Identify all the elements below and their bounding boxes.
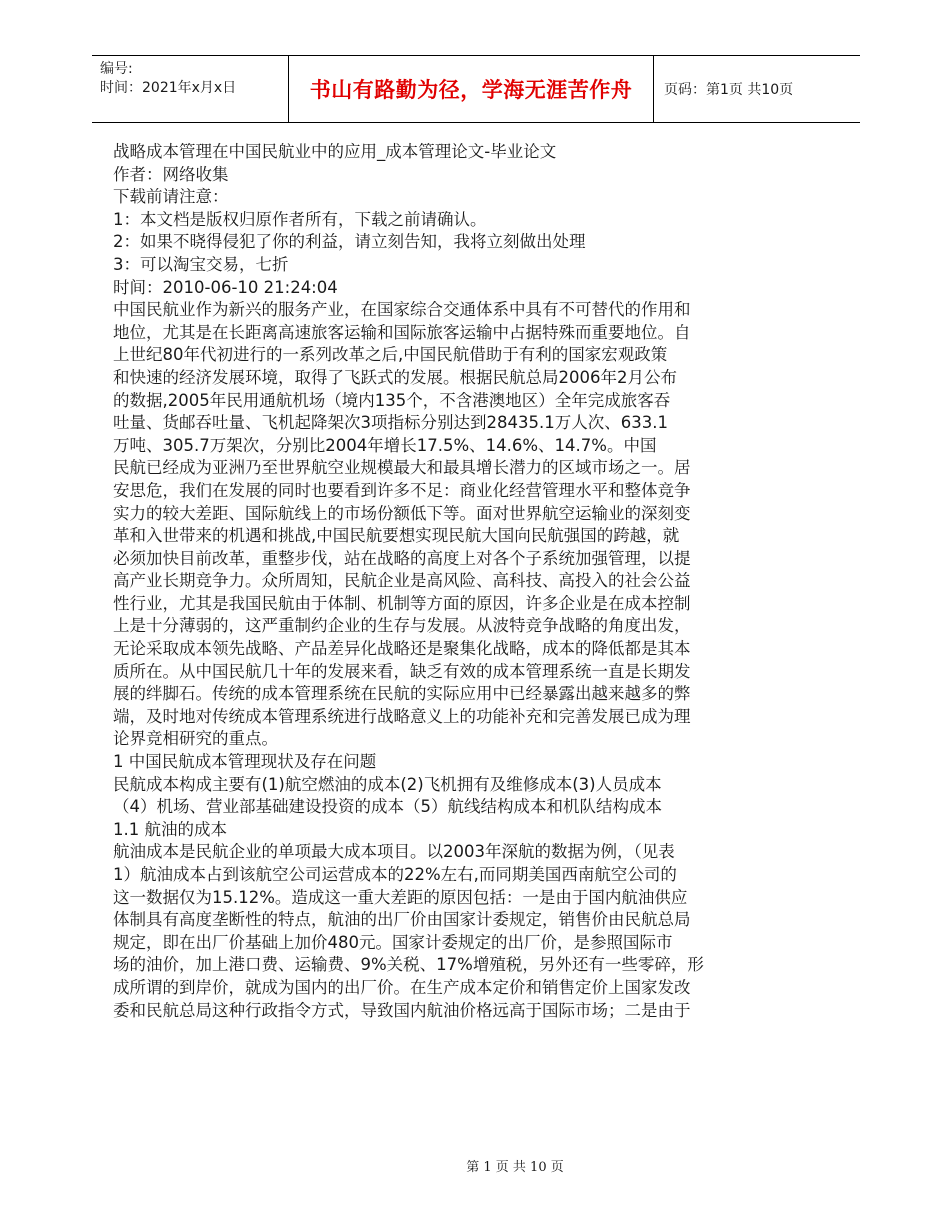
body-text-line: 安思危，我们在发展的同时也要看到许多不足：商业化经营管理水平和整体竞争 xyxy=(113,480,691,500)
body-text-line: 展的绊脚石。传统的成本管理系统在民航的实际应用中已经暴露出越来越多的弊 xyxy=(113,684,691,704)
body-text-line: 航油成本是民航企业的单项最大成本项目。以2003年深航的数据为例，（见表 xyxy=(113,842,675,862)
body-text-line: 1）航油成本占到该航空公司运营成本的22%左右,而同期美国西南航空公司的 xyxy=(113,865,677,884)
document-body xyxy=(113,141,773,1022)
body-text-line: 作者：网络收集 xyxy=(113,164,229,184)
header-motto: 书山有路勤为径，学海无涯苦作舟 xyxy=(288,56,654,122)
body-text-line: 下载前请注意： xyxy=(113,187,229,207)
body-text-line: 这一数据仅为15.12%。造成这一重大差距的原因包括：一是由于国内航油供应 xyxy=(113,887,688,907)
body-text-line: 上是十分薄弱的，这严重制约企业的生存与发展。从波特竞争战略的角度出发， xyxy=(113,616,691,636)
body-text-line: 2：如果不晓得侵犯了你的利益，请立刻告知，我将立刻做出处理 xyxy=(113,232,586,252)
body-text-line: 万吨、305.7万架次，分别比2004年增长17.5%、14.6%、14.7%。中国 xyxy=(113,435,657,455)
document-number-label: 编号: xyxy=(100,61,133,77)
body-text-line: 实力的较大差距、国际航线上的市场份额低下等。面对世界航空运输业的深刻变 xyxy=(113,503,691,523)
document-time-label: 时间：2021年x月x日 xyxy=(100,80,237,96)
body-text-line: 1.1 航油的成本 xyxy=(113,819,227,839)
body-text-line: 规定，即在出厂价基础上加价480元。国家计委规定的出厂价，是参照国际市 xyxy=(113,932,673,952)
document-title: 战略成本管理在中国民航业中的应用_成本管理论文-毕业论文 xyxy=(113,142,557,161)
body-text-line: 的数据,2005年民用通航机场（境内135个，不含港澳地区）全年完成旅客吞 xyxy=(113,390,671,410)
page-footer: 第 1 页 共 10 页 xyxy=(466,1160,564,1175)
body-text-line: 体制具有高度垄断性的特点，航油的出厂价由国家计委规定，销售价由民航总局 xyxy=(113,910,691,930)
body-text-line: 委和民航总局这种行政指令方式，导致国内航油价格远高于国际市场；二是由于 xyxy=(113,1000,691,1020)
body-text-line: 1：本文档是版权归原作者所有，下载之前请确认。 xyxy=(113,209,487,229)
body-text-line: （4）机场、营业部基础建设投资的成本（5）航线结构成本和机队结构成本 xyxy=(113,797,662,817)
body-text-line: 论界竞相研究的重点。 xyxy=(113,729,278,749)
body-text-line: 中国民航业作为新兴的服务产业，在国家综合交通体系中具有不可替代的作用和 xyxy=(113,300,691,320)
body-text-line: 地位，尤其是在长距离高速旅客运输和国际旅客运输中占据特殊而重要地位。自 xyxy=(113,322,691,342)
body-text-line: 和快速的经济发展环境，取得了飞跃式的发展。根据民航总局2006年2月公布 xyxy=(113,367,677,387)
body-text-line: 吐量、货邮吞吐量、飞机起降架次3项指标分别达到28435.1万人次、633.1 xyxy=(113,413,668,433)
body-text-line: 端，及时地对传统成本管理系统进行战略意义上的功能补充和完善发展已成为理 xyxy=(113,706,691,726)
body-text-line: 场的油价，加上港口费、运输费、9%关税、17%增殖税，另外还有一些零碎，形 xyxy=(113,955,704,975)
body-text-line: 民航成本构成主要有(1)航空燃油的成本(2)飞机拥有及维修成本(3)人员成本 xyxy=(113,774,662,794)
body-text-line: 3：可以淘宝交易，七折 xyxy=(113,254,289,274)
body-text-line: 性行业，尤其是我国民航由于体制、机制等方面的原因，许多企业是在成本控制 xyxy=(113,593,691,613)
body-text-line: 必须加快目前改革，重整步伐，站在战略的高度上对各个子系统加强管理，以提 xyxy=(113,548,691,568)
body-text-line: 上世纪80年代初进行的一系列改革之后,中国民航借助于有利的国家宏观政策 xyxy=(113,345,668,365)
body-text-line: 1 中国民航成本管理现状及存在问题 xyxy=(113,752,377,772)
body-text-line: 时间：2010-06-10 21:24:04 xyxy=(113,277,338,297)
header-page-info: 页码：第1页 共10页 xyxy=(664,82,794,98)
body-text-line: 高产业长期竞争力。众所周知，民航企业是高风险、高科技、高投入的社会公益 xyxy=(113,571,691,591)
page-header xyxy=(92,55,860,123)
body-text-line: 成所谓的到岸价，就成为国内的出厂价。在生产成本定价和销售定价上国家发改 xyxy=(113,977,691,997)
body-text-line: 质所在。从中国民航几十年的发展来看，缺乏有效的成本管理系统一直是长期发 xyxy=(113,661,691,681)
body-text-line: 革和入世带来的机遇和挑战,中国民航要想实现民航大国向民航强国的跨越，就 xyxy=(113,526,680,546)
body-text-line: 无论采取成本领先战略、产品差异化战略还是聚集化战略，成本的降低都是其本 xyxy=(113,639,691,659)
header-meta xyxy=(92,56,288,122)
body-text-line: 民航已经成为亚洲乃至世界航空业规模最大和最具增长潜力的区域市场之一。居 xyxy=(113,458,691,478)
